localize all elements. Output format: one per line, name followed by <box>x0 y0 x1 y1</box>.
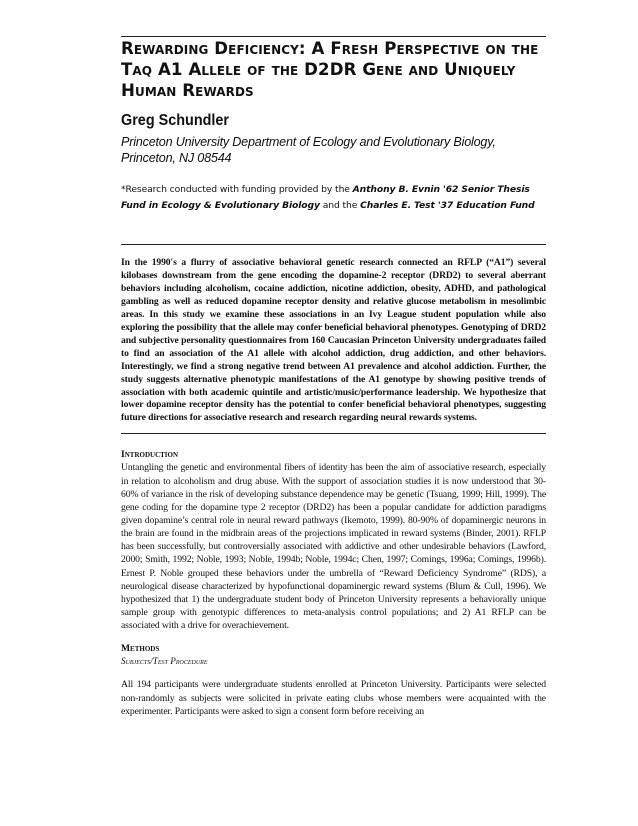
paper-page <box>121 36 546 718</box>
funding-middle: and the <box>319 200 361 211</box>
methods-heading: Methods <box>121 643 160 655</box>
affiliation-line-2: Princeton, NJ 08544 <box>121 151 232 165</box>
introduction-heading: Introduction <box>121 449 179 461</box>
abstract-top-rule <box>121 244 546 245</box>
funding-prefix: *Research conducted with funding provided by the <box>121 184 353 195</box>
funding-source-2: Charles E. Test '37 Education Fund <box>360 200 535 211</box>
abstract-bottom-rule <box>121 433 546 434</box>
funding-note <box>121 182 546 214</box>
affiliation <box>121 134 546 166</box>
paper-title: Rewarding Deficiency: A Fresh Perspective on the Taq A1 Allele of the D2DR Gene and Uniquely Human Rewards <box>121 39 539 100</box>
affiliation-line-1: Princeton University Department of Ecology and Evolutionary Biology, <box>121 135 496 149</box>
methods-body: All 194 participants were undergraduate students enrolled at Princeton University. Participants were selected non-randomly as subjects were solicited in private eating clubs whose members were acquainted with the experimenter. Participants were asked to sign a consent form before receiving an <box>121 679 546 717</box>
author-name: Greg Schundler <box>121 112 230 129</box>
introduction-body: Untangling the genetic and environmental fibers of identity has been the aim of associative research, especially in relation to alcoholism and drug abuse. With the support of association studies it is now understood that 30-60% of variance in the risk of developing substance dependence may be genetic (Tsuang, 1999; Hill, 1999). The gene coding for the dopamine type 2 receptor (DRD2) has been a popular candidate for addiction paradigms given dopamine’s central role in neural reward pathways (Ikemoto, 1999). 80-90% of dopaminergic neurons in the brain are found in the midbrain areas of the projections implicated in reward systems (Binder, 2001). RFLP has been successfully, but controversially associated with addictive and other undesirable behaviors (Lawford, 2000; Smith, 1992; Noble, 1993; Noble, 1994b; Noble, 1994c; Chen, 1997; Comings, 1996a; Comings, 1996b). Ernest P. Noble grouped these behaviors under the umbrella of “Reward Deficiency Syndrome” (RDS), a neurological disease characterized by hypofunctional dopaminergic reward systems (Blum & Cull, 1996). We hypothesized that 1) the undergraduate student body of Princeton University represents a behaviorally unique sample group with genotypic differences to meta-analysis control populations; and 2) A1 RFLP can be associated with a drive for overachievement. <box>121 462 546 632</box>
methods-subheading: Subjects/Test Procedure <box>121 656 208 667</box>
funding-source-1: Anthony B. Evnin '62 Senior Thesis Fund in Ecology & Evolutionary Biology <box>121 184 530 211</box>
abstract: In the 1990's a flurry of associative behavioral genetic research connected an RFLP (“A1”) several kilobases downstream from the gene encoding the dopamine-2 receptor (DRD2) to several aberrant behaviors including alcoholism, cocaine addiction, nicotine addiction, obesity, ADHD, and pathological gambling as well as reduced dopamine receptor density and relative glucose metabolism in mesolimbic areas. In this study we examine these associations in an Ivy League student population while also exploring the possibility that the allele may confer beneficial behavioral phenotypes. Genotyping of DRD2 and subjective personality questionnaires from 160 Caucasian Princeton University undergraduates failed to find an association of the A1 allele with alcohol addiction, drug addiction, and other behaviors. Interestingly, we find a strong negative trend between A1 prevalence and alcohol addiction. Further, the study suggests alternative phenotypic manifestations of the A1 genotype by showing positive trends of association with both academic quintile and artistic/music/performance leadership. We hypothesize that lower dopamine receptor density has the potential to confer beneficial behavioral phenotypes, suggesting future directions for associative research and research regarding neural rewards systems. <box>121 257 546 424</box>
